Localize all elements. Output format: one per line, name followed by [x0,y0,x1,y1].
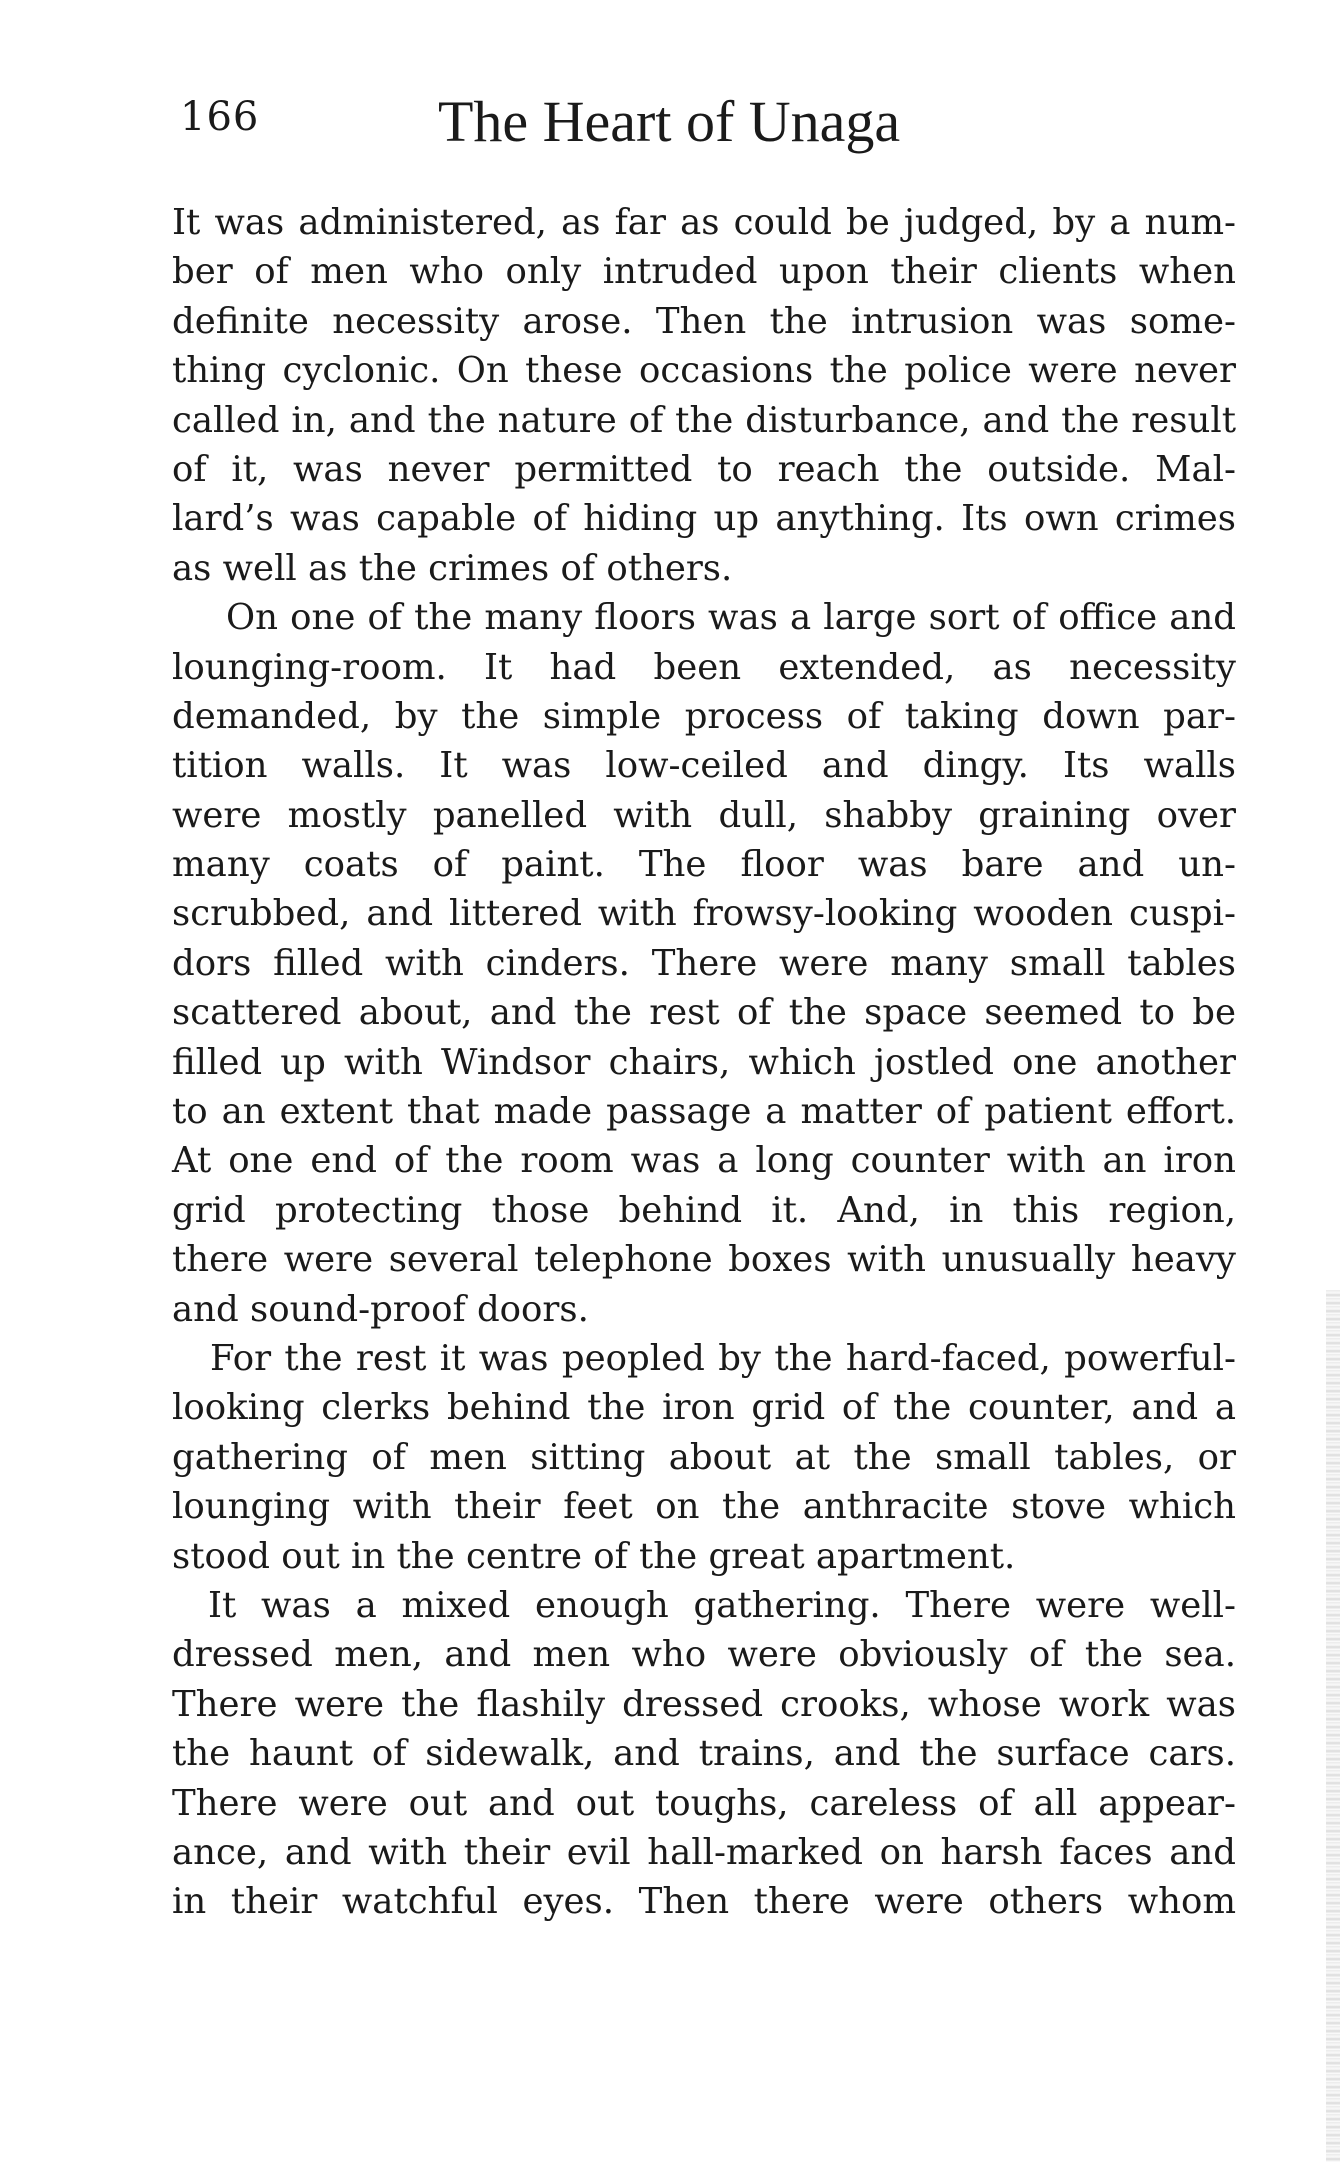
running-title: The Heart of Unaga [438,89,901,154]
text-line: scrubbed, and littered with frowsy-looking wooden cuspi- [172,893,1236,935]
text-line: in their watchful eyes. Then there were others whom [172,1881,1236,1923]
text-line: There were the flashily dressed crooks, whose work was [172,1683,1236,1725]
scan-edge-shadow [1326,1290,1340,2162]
text-line: to an extent that made passage a matter of patient effort. [172,1091,1236,1133]
text-line: thing cyclonic. On these occasions the police were never [172,350,1236,392]
text-line: grid protecting those behind it. And, in this region, [172,1189,1236,1231]
text-line: called in, and the nature of the disturbance, and the result [172,399,1236,441]
page-header [180,88,1240,168]
text-line: For the rest it was peopled by the hard-faced, powerful- [210,1337,1236,1379]
text-line: as well as the crimes of others. [172,547,733,589]
text-line: filled up with Windsor chairs, which jostled one another [172,1041,1236,1083]
text-line: tition walls. It was low-ceiled and dingy. Its walls [172,745,1236,787]
text-line: stood out in the centre of the great apartment. [172,1535,1016,1577]
body-text [172,198,1236,1927]
text-line: It was administered, as far as could be judged, by a num- [172,202,1236,243]
text-line: ance, and with their evil hall-marked on harsh faces and [172,1831,1236,1873]
text-line: It was a mixed enough gathering. There were well- [208,1584,1236,1626]
text-line: and sound-proof doors. [172,1288,589,1330]
text-line: On one of the many floors was a large sort of office and [226,597,1236,639]
text-line: lard’s was capable of hiding up anything. Its own crimes [172,498,1236,540]
text-line: ber of men who only intruded upon their clients when [172,251,1236,293]
text-line: there were several telephone boxes with unusually heavy [172,1239,1236,1281]
text-line: lounging with their feet on the anthracite stove which [172,1486,1236,1528]
text-line: many coats of paint. The floor was bare and un- [172,844,1236,886]
paragraph [172,198,1236,593]
text-line: definite necessity arose. Then the intrusion was some- [172,300,1236,342]
text-line: gathering of men sitting about at the small tables, or [172,1436,1236,1478]
text-line: There were out and out toughs, careless of all appear- [172,1782,1236,1824]
paragraph [172,1334,1236,1581]
text-line: the haunt of sidewalk, and trains, and the surface cars. [172,1733,1236,1775]
text-line: looking clerks behind the iron grid of the counter, and a [172,1387,1236,1429]
text-line: dors filled with cinders. There were many small tables [172,942,1236,984]
text-line: of it, was never permitted to reach the outside. Mal- [172,448,1236,490]
text-line: scattered about, and the rest of the space seemed to be [172,992,1236,1034]
text-line: were mostly panelled with dull, shabby graining over [172,794,1236,836]
paragraph [172,593,1236,1334]
text-line: demanded, by the simple process of taking down par- [172,695,1236,737]
text-line: At one end of the room was a long counter with an iron [172,1140,1236,1182]
paragraph [172,1581,1236,1927]
page-number: 166 [180,94,260,140]
text-line: lounging-room. It had been extended, as necessity [172,646,1236,688]
text-line: dressed men, and men who were obviously of the sea. [172,1634,1236,1676]
